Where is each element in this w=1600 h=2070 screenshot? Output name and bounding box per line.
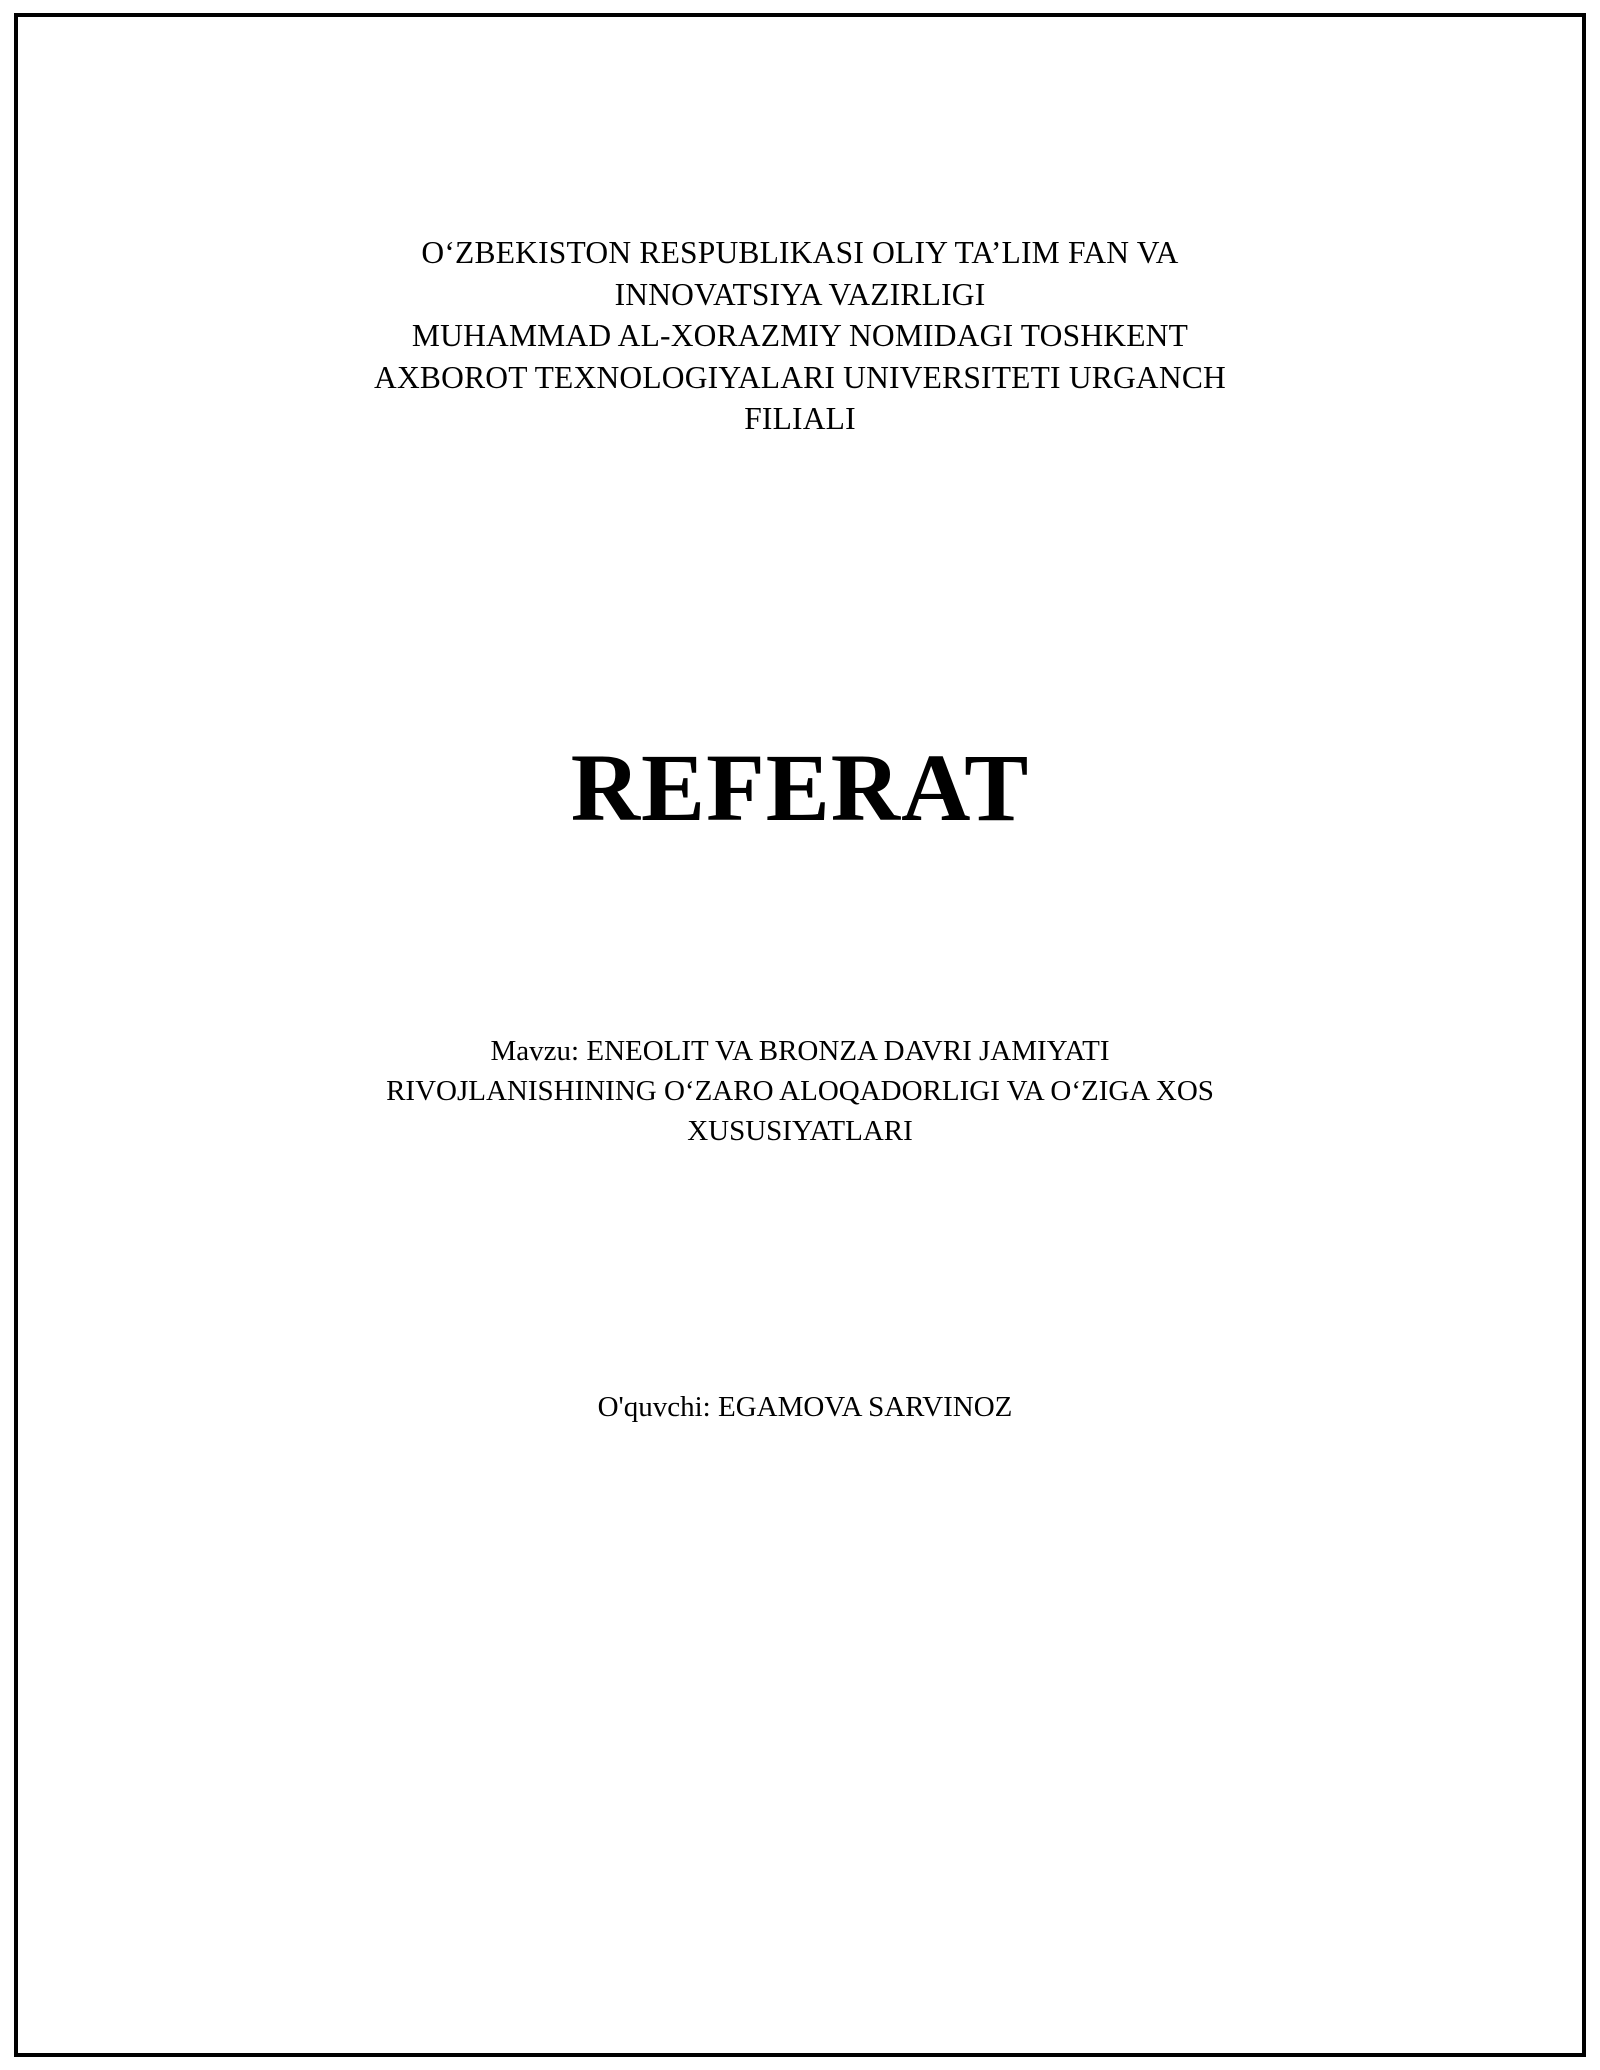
subject-line: Mavzu: ENEOLIT VA BRONZA DAVRI JAMIYATI — [490, 1034, 1110, 1067]
institution-line: MUHAMMAD AL-XORAZMIY NOMIDAGI TOSHKENT — [411, 318, 1189, 354]
document-type-title: REFERAT — [570, 733, 1030, 841]
subject-line: XUSUSIYATLARI — [687, 1114, 913, 1147]
institution-line: AXBOROT TEXNOLOGIYALARI UNIVERSITETI URGANCH — [374, 359, 1226, 395]
institution-line: INNOVATSIYA VAZIRLIGI — [614, 276, 986, 312]
title-page-content — [230, 12, 1370, 1424]
institution-line: FILIALI — [744, 401, 856, 437]
institution-line: O‘ZBEKISTON RESPUBLIKASI OLIY TA’LIM FAN VA — [421, 235, 1179, 270]
institution-heading — [235, 232, 1365, 440]
author-line: O'quvchi: EGAMOVA SARVINOZ — [597, 1390, 1013, 1423]
subject-line: RIVOJLANISHINING O‘ZARO ALOQADORLIGI VA O‘ZIGA XOS — [386, 1074, 1214, 1107]
subject-heading — [250, 1031, 1350, 1151]
author-info — [230, 1391, 1370, 1424]
